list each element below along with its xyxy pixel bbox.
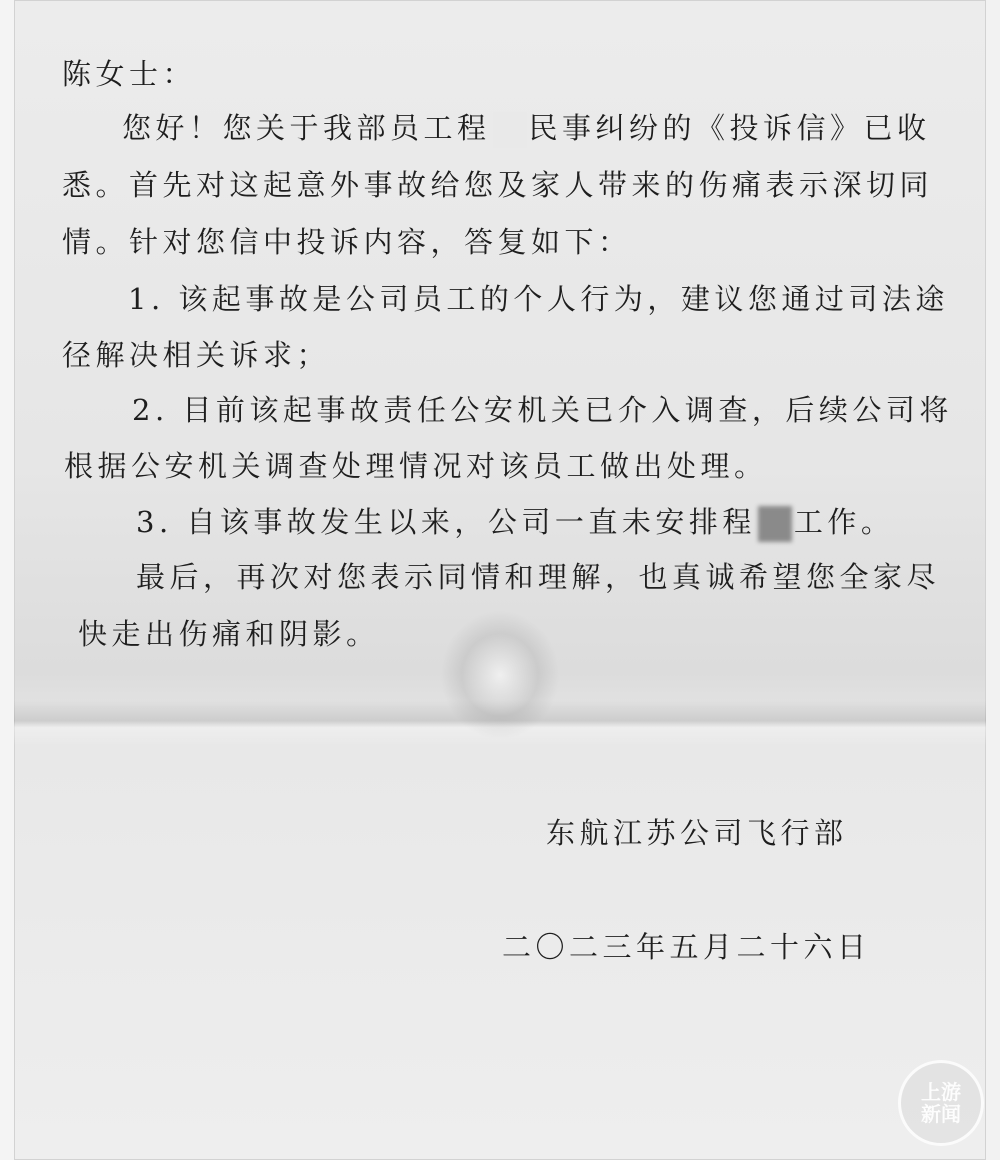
item-1-line-1: 1. 该起事故是公司员工的个人行为，建议您通过司法途 [128, 282, 949, 316]
item-2-line-2: 根据公安机关调查处理情况对该员工做出处理。 [64, 449, 768, 483]
item-3-text-a: 3. 自该事故发生以来，公司一直未安排程 [136, 505, 756, 539]
watermark-text-bottom: 新闻 [921, 1102, 961, 1126]
item-2-line-1: 2. 目前该起事故责任公安机关已介入调查，后续公司将 [132, 393, 953, 427]
salutation: 陈女士： [62, 57, 197, 91]
paragraph-1-line-3: 情。针对您信中投诉内容，答复如下： [62, 225, 632, 259]
paragraph-1-line-1 [122, 108, 931, 148]
letter-date: 二〇二三年五月二十六日 [502, 930, 871, 964]
item-3-text-b: 工作。 [793, 505, 895, 539]
paragraph-1-text-a: 您好！您关于我部员工程 [122, 111, 491, 145]
signature: 东航江苏公司飞行部 [546, 816, 848, 850]
item-1-line-2: 径解决相关诉求； [62, 338, 331, 372]
paper-left-margin [0, 0, 14, 1160]
redaction-mark [493, 112, 527, 148]
watermark-text-top: 上游 [921, 1080, 961, 1104]
paragraph-1-text-b: 民事纠纷的《投诉信》已收 [528, 111, 931, 145]
closing-line-1: 最后，再次对您表示同情和理解，也真诚希望您全家尽 [136, 560, 941, 594]
paper-crease [440, 610, 560, 740]
paragraph-1-line-2: 悉。首先对这起意外事故给您及家人带来的伤痛表示深切同 [62, 168, 934, 202]
closing-line-2: 快走出伤痛和阴影。 [78, 617, 380, 651]
item-3-line [136, 502, 894, 542]
redaction-mark [758, 506, 792, 542]
watermark-logo [898, 1060, 984, 1146]
paper-right-margin [986, 0, 1000, 1160]
